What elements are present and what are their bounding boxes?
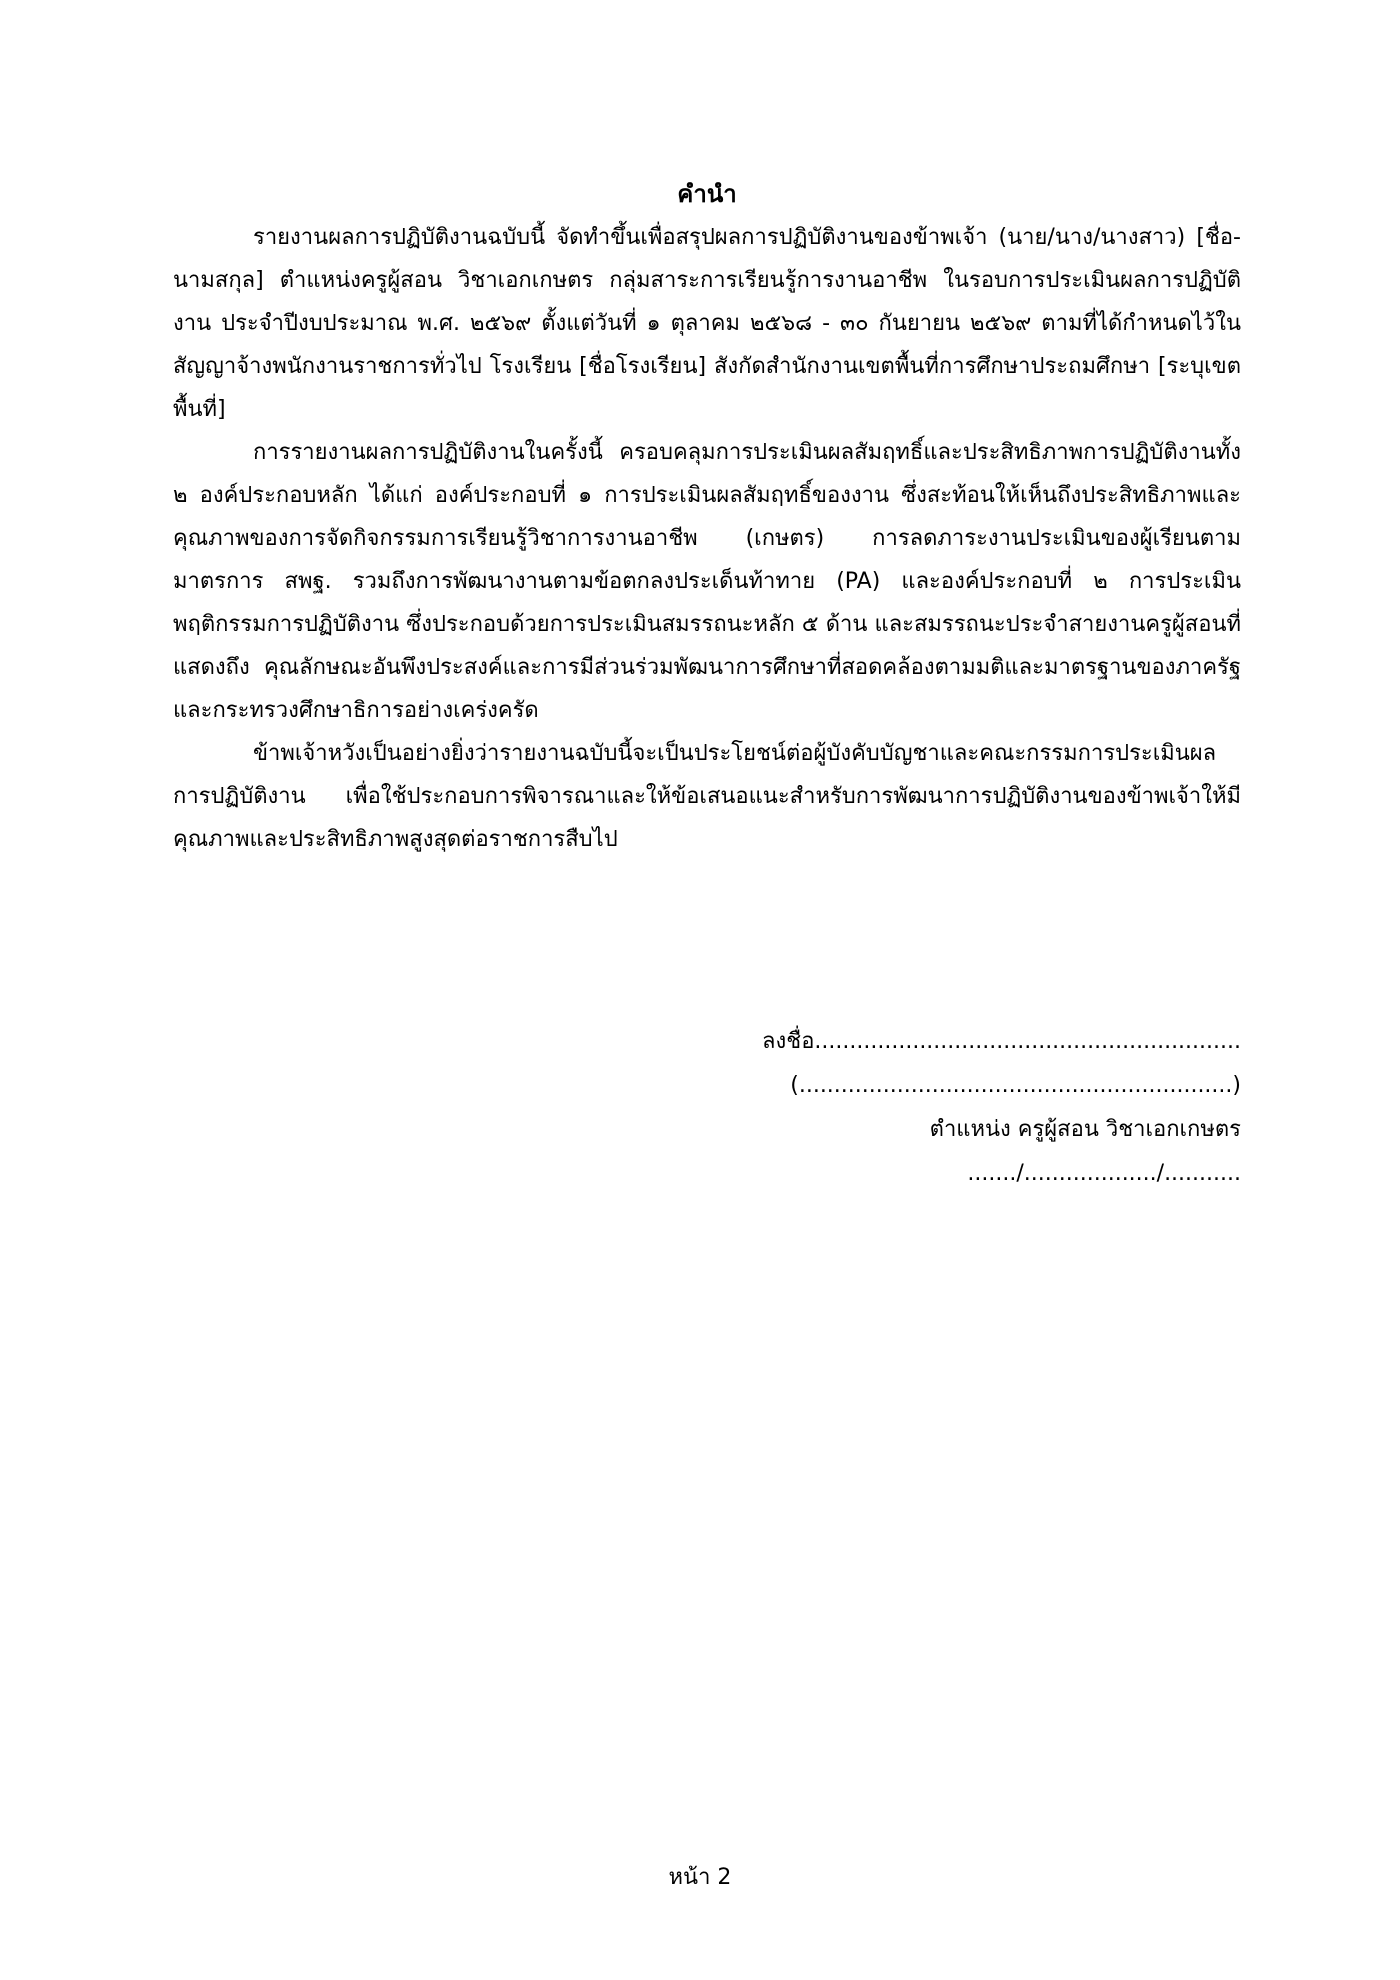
page-number: หน้า 2 (668, 1865, 732, 1890)
page-title: คำนำ (677, 180, 737, 208)
paragraph-scope: การรายงานผลการปฏิบัติงานในครั้งนี้ ครอบคลุมการประเมินผลสัมฤทธิ์และประสิทธิภาพการปฏิบัติงานทั้ง ๒ องค์ประกอบหลัก ได้แก่ องค์ประกอบที่ ๑ การประเมินผลสัมฤทธิ์ของงาน ซึ่งสะท้อนให้เห็นถึงประสิทธิภาพและคุณภาพของการจัดกิจกรรมการเรียนรู้วิชาการงานอาชีพ (เกษตร) การลดภาระงานประเมินของผู้เรียนตามมาตรการ สพฐ. รวมถึงการพัฒนางานตามข้อตกลงประเด็นท้าทาย (PA) และองค์ประกอบที่ ๒ การประเมินพฤติกรรมการปฏิบัติงาน ซึ่งประกอบด้วยการประเมินสมรรถนะหลัก ๕ ด้าน และสมรรถนะประจำสายงานครูผู้สอนที่แสดงถึง คุณลักษณะอันพึงประสงค์และการมีส่วนร่วมพัฒนาการศึกษาที่สอดคล้องตามมติและมาตรฐานของภาครัฐและกระทรวงศึกษาธิการอย่างเคร่งครัด (173, 440, 1241, 723)
paragraph-intro: รายงานผลการปฏิบัติงานฉบับนี้ จัดทำขึ้นเพื่อสรุปผลการปฏิบัติงานของข้าพเจ้า (นาย/นาง/นางสาว) [ชื่อ-นามสกุล] ตำแหน่งครูผู้สอน วิชาเอกเกษตร กลุ่มสาระการเรียนรู้การงานอาชีพ ในรอบการประเมินผลการปฏิบัติงาน ประจำปีงบประมาณ พ.ศ. ๒๕๖๙ ตั้งแต่วันที่ ๑ ตุลาคม ๒๕๖๘ - ๓๐ กันยายน ๒๕๖๙ ตามที่ได้กำหนดไว้ในสัญญาจ้างพนักงานราชการทั่วไป โรงเรียน [ชื่อโรงเรียน] สังกัดสำนักงานเขตพื้นที่การศึกษาประถมศึกษา [ระบุเขตพื้นที่] (173, 225, 1241, 422)
paragraph-closing: ข้าพเจ้าหวังเป็นอย่างยิ่งว่ารายงานฉบับนี้จะเป็นประโยชน์ต่อผู้บังคับบัญชาและคณะกรรมการประเมินผลการปฏิบัติงาน เพื่อใช้ประกอบการพิจารณาและให้ข้อเสนอแนะสำหรับการพัฒนาการปฏิบัติงานของข้าพเจ้าให้มีคุณภาพและประสิทธิภาพสูงสุดต่อราชการสืบไป (173, 741, 1241, 852)
signature-block (721, 1020, 1241, 1196)
signature-sign-line: ลงชื่อ............................................................. (762, 1029, 1241, 1054)
signature-date: ......./.................../........... (967, 1161, 1241, 1186)
document-body (173, 172, 1241, 1186)
signature-name-line: (..............................................................) (790, 1073, 1241, 1098)
signature-position: ตำแหน่ง ครูผู้สอน วิชาเอกเกษตร (929, 1117, 1241, 1142)
